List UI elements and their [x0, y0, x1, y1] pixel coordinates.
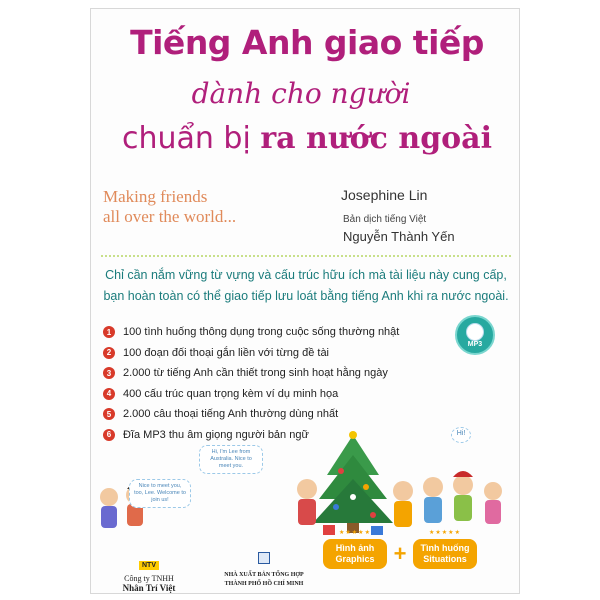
number-badge: 6	[103, 429, 115, 441]
company-label: Công ty TNHH	[124, 574, 174, 583]
caption-graphics	[323, 539, 387, 569]
company-name: Nhân Trí Việt	[122, 583, 176, 593]
feature-text: 2.000 câu thoại tiếng Anh thường dùng nhất	[123, 408, 339, 421]
author-name: Josephine Lin	[341, 187, 428, 203]
tagline-line-1: Making friends	[103, 187, 208, 206]
cd-icon	[455, 315, 495, 355]
speech-bubble-2: Nice to meet you, too, Lee. Welcome to join us!	[129, 479, 191, 508]
christmas-tree-icon	[313, 431, 393, 533]
stars-situations: ★★★★★	[429, 529, 461, 536]
publisher-line-1: NHÀ XUẤT BẢN TỔNG HỢP	[224, 572, 304, 578]
number-badge: 1	[103, 326, 115, 338]
publisher-line-2: THÀNH PHỐ HỒ CHÍ MINH	[224, 581, 304, 587]
caption-graphics-line-2: Graphics	[335, 554, 375, 564]
feature-text: 100 đoạn đối thoại gắn liền với từng đề tài	[123, 346, 330, 359]
illustration	[91, 427, 521, 537]
ntv-logo: NTV	[139, 561, 159, 570]
kids-right-icon	[423, 471, 502, 524]
title-line-2: dành cho người	[191, 77, 411, 110]
feature-item	[103, 363, 433, 384]
speech-bubble-1: Hi, I'm Lee from Australia. Nice to meet you.	[199, 445, 263, 474]
feature-item	[103, 404, 433, 425]
intro-text	[101, 265, 511, 307]
feature-text: 100 tình huống thông dụng trong cuộc sống thường nhật	[123, 326, 400, 339]
book-cover	[90, 8, 520, 594]
feature-text: 2.000 từ tiếng Anh cần thiết trong sinh hoạt hằng ngày	[123, 367, 388, 380]
divider	[101, 255, 511, 257]
publisher-hcm	[209, 552, 319, 589]
caption-situations-line-2: Situations	[423, 554, 467, 564]
number-badge: 4	[103, 388, 115, 400]
feature-text: 400 cấu trúc quan trọng kèm ví dụ minh họa	[123, 387, 339, 400]
feature-item	[103, 343, 433, 364]
publisher-ntv	[109, 552, 189, 593]
disc-shape	[466, 323, 484, 341]
stars-graphics: ★★★★★	[339, 529, 371, 536]
mp3-label: MP3	[467, 341, 483, 348]
number-badge: 2	[103, 347, 115, 359]
title-line-3-bold: ra nước ngoài	[260, 121, 493, 156]
title-line-3-regular: chuẩn bị	[121, 121, 261, 156]
intro-line-2: bạn hoàn toàn có thể giao tiếp lưu loát bằng tiếng Anh khi ra nước ngoài.	[103, 289, 509, 303]
feature-item	[103, 384, 433, 405]
feature-text: Đĩa MP3 thu âm giọng người bản ngữ	[123, 428, 309, 441]
speech-bubble-3: Hi!	[451, 427, 471, 443]
title-line-1: Tiếng Anh giao tiếp	[130, 23, 484, 62]
plus-sign: +	[393, 541, 407, 566]
tagline-line-2: all over the world...	[103, 207, 237, 226]
number-badge: 3	[103, 367, 115, 379]
translator-label: Bản dịch tiếng Việt	[343, 214, 427, 225]
caption-situations	[413, 539, 477, 569]
caption-graphics-line-1: Hình ảnh	[335, 543, 375, 553]
tagline	[103, 187, 303, 227]
publisher-logo-icon	[258, 552, 270, 564]
intro-line-1: Chỉ cần nắm vững từ vựng và cấu trúc hữu ích mà tài liệu này cung cấp,	[105, 268, 507, 282]
caption-situations-line-1: Tình huống	[420, 543, 470, 553]
number-badge: 5	[103, 408, 115, 420]
feature-item	[103, 322, 433, 343]
translator-name: Nguyễn Thành Yến	[343, 229, 455, 244]
title-line-3	[107, 121, 507, 156]
